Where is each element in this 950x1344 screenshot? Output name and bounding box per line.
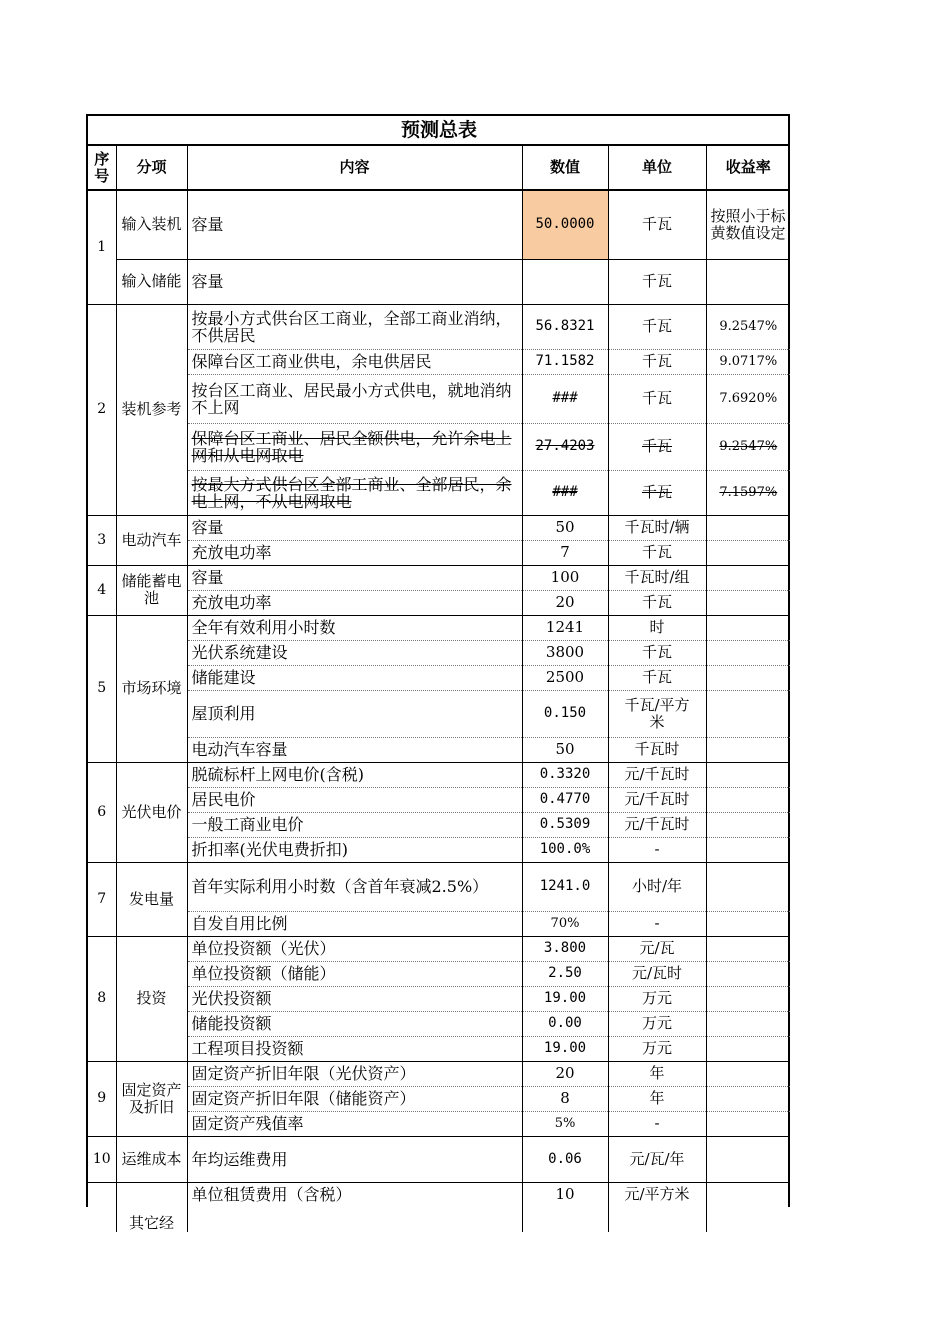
unit-cell: 年 bbox=[608, 1061, 706, 1086]
table-row bbox=[88, 665, 790, 690]
value-cell: 100.0% bbox=[522, 837, 608, 862]
value-cell: 0.150 bbox=[522, 690, 608, 737]
content-cell: 固定资产残值率 bbox=[187, 1111, 522, 1136]
value-cell: 20 bbox=[522, 590, 608, 615]
unit-cell: 千瓦 bbox=[608, 190, 706, 259]
table-row bbox=[88, 1136, 790, 1182]
seq-cell: 6 bbox=[88, 762, 116, 862]
category-cell: 固定资产及折旧 bbox=[116, 1061, 187, 1136]
value-cell: 10 bbox=[522, 1182, 608, 1207]
value-cell: 1241 bbox=[522, 615, 608, 640]
input-capacity-cell[interactable]: 50.0000 bbox=[522, 190, 608, 259]
unit-cell: 元/千瓦时 bbox=[608, 762, 706, 787]
content-cell: 储能建设 bbox=[187, 665, 522, 690]
seq-cell: 10 bbox=[88, 1136, 116, 1182]
seq-cell bbox=[88, 1182, 116, 1232]
table-row bbox=[88, 259, 790, 304]
forecast-summary-sheet bbox=[86, 114, 790, 1232]
rate-cell: 9.0717% bbox=[706, 349, 790, 374]
content-cell: 容量 bbox=[187, 515, 522, 540]
unit-cell: 千瓦 bbox=[608, 540, 706, 565]
value-cell: 71.1582 bbox=[522, 349, 608, 374]
unit-cell: - bbox=[608, 911, 706, 936]
content-cell: 单位投资额（光伏） bbox=[187, 936, 522, 961]
table-row bbox=[88, 190, 790, 259]
table-row bbox=[88, 640, 790, 665]
category-cell: 其它经 bbox=[116, 1182, 187, 1232]
seq-cell: 7 bbox=[88, 862, 116, 936]
table-row bbox=[88, 565, 790, 590]
unit-cell: 千瓦 bbox=[608, 640, 706, 665]
content-cell: 单位投资额（储能） bbox=[187, 961, 522, 986]
unit-cell: 小时/年 bbox=[608, 862, 706, 911]
unit-cell: 元/瓦时 bbox=[608, 961, 706, 986]
table-row bbox=[88, 470, 790, 515]
value-cell: 50 bbox=[522, 515, 608, 540]
content-cell: 保障台区工商业供电，余电供居民 bbox=[187, 349, 522, 374]
category-cell: 电动汽车 bbox=[116, 515, 187, 565]
content-cell: 容量 bbox=[187, 259, 522, 304]
content-cell: 储能投资额 bbox=[187, 1011, 522, 1036]
value-cell: 20 bbox=[522, 1061, 608, 1086]
category-cell: 输入储能 bbox=[116, 259, 187, 304]
value-cell: 56.8321 bbox=[522, 304, 608, 349]
content-cell: 保障台区工商业、居民全额供电，允许余电上网和从电网取电 bbox=[191, 428, 512, 465]
seq-cell: 2 bbox=[88, 304, 116, 515]
table-row bbox=[88, 615, 790, 640]
category-cell: 运维成本 bbox=[116, 1136, 187, 1182]
category-cell: 市场环境 bbox=[116, 615, 187, 762]
table-row bbox=[88, 911, 790, 936]
table-row bbox=[88, 986, 790, 1011]
forecast-table bbox=[88, 116, 790, 1232]
value-cell: 70% bbox=[522, 911, 608, 936]
unit-cell: 千瓦时/辆 bbox=[608, 515, 706, 540]
value-cell: 50 bbox=[522, 737, 608, 762]
rate-cell bbox=[706, 259, 790, 304]
seq-cell: 1 bbox=[88, 190, 116, 304]
content-cell: 固定资产折旧年限（光伏资产） bbox=[187, 1061, 522, 1086]
unit-cell: - bbox=[608, 837, 706, 862]
table-row bbox=[88, 690, 790, 737]
unit-cell: 元/千瓦时 bbox=[608, 787, 706, 812]
unit-cell: 万元 bbox=[608, 1011, 706, 1036]
storage-input-cell[interactable] bbox=[522, 259, 608, 304]
table-row bbox=[88, 1061, 790, 1086]
value-cell: 7 bbox=[522, 540, 608, 565]
unit-cell: 元/瓦 bbox=[608, 936, 706, 961]
category-cell: 储能蓄电池 bbox=[116, 565, 187, 615]
table-row bbox=[88, 374, 790, 423]
content-cell: 年均运维费用 bbox=[187, 1136, 522, 1182]
category-cell: 发电量 bbox=[116, 862, 187, 936]
unit-cell: 千瓦 bbox=[608, 349, 706, 374]
value-cell: 8 bbox=[522, 1086, 608, 1111]
unit-cell: 千瓦 bbox=[608, 665, 706, 690]
content-cell: 电动汽车容量 bbox=[187, 737, 522, 762]
value-cell: 3.800 bbox=[522, 936, 608, 961]
unit-cell: 千瓦/平方米 bbox=[608, 690, 706, 737]
content-cell: 居民电价 bbox=[187, 787, 522, 812]
unit-cell: 千瓦时 bbox=[608, 737, 706, 762]
value-cell: 2.50 bbox=[522, 961, 608, 986]
content-cell: 脱硫标杆上网电价(含税) bbox=[187, 762, 522, 787]
header-value: 数值 bbox=[522, 145, 608, 190]
table-row bbox=[88, 812, 790, 837]
value-cell: ### bbox=[552, 484, 578, 500]
table-row bbox=[88, 862, 790, 911]
table-row bbox=[88, 515, 790, 540]
table-row bbox=[88, 423, 790, 470]
value-cell: 19.00 bbox=[522, 1036, 608, 1061]
header-unit: 单位 bbox=[608, 145, 706, 190]
table-row bbox=[88, 787, 790, 812]
unit-cell: - bbox=[608, 1111, 706, 1136]
value-cell: 0.3320 bbox=[522, 762, 608, 787]
value-cell: 19.00 bbox=[522, 986, 608, 1011]
value-cell: 0.5309 bbox=[522, 812, 608, 837]
table-row bbox=[88, 349, 790, 374]
value-cell: 5% bbox=[522, 1111, 608, 1136]
unit-cell: 年 bbox=[608, 1086, 706, 1111]
content-cell: 容量 bbox=[187, 565, 522, 590]
table-row bbox=[88, 936, 790, 961]
unit-cell: 千瓦时/组 bbox=[608, 565, 706, 590]
content-cell: 固定资产折旧年限（储能资产） bbox=[187, 1086, 522, 1111]
value-cell: 27.4203 bbox=[535, 438, 595, 454]
content-cell: 光伏系统建设 bbox=[187, 640, 522, 665]
content-cell: 按最小方式供台区工商业，全部工商业消纳，不供居民 bbox=[187, 304, 522, 349]
value-cell: ### bbox=[522, 374, 608, 423]
content-cell: 单位租赁费用（含税） bbox=[187, 1182, 522, 1207]
content-cell: 自发自用比例 bbox=[187, 911, 522, 936]
table-row bbox=[88, 1036, 790, 1061]
seq-cell: 9 bbox=[88, 1061, 116, 1136]
header-rate: 收益率 bbox=[706, 145, 790, 190]
content-cell: 一般工商业电价 bbox=[187, 812, 522, 837]
unit-cell: 千瓦 bbox=[608, 304, 706, 349]
table-row bbox=[88, 540, 790, 565]
unit-cell: 千瓦 bbox=[608, 590, 706, 615]
category-cell: 光伏电价 bbox=[116, 762, 187, 862]
header-category: 分项 bbox=[116, 145, 187, 190]
unit-cell: 元/千瓦时 bbox=[608, 812, 706, 837]
rate-cell: 按照小于标黄数值设定 bbox=[706, 190, 790, 259]
seq-cell: 5 bbox=[88, 615, 116, 762]
table-row bbox=[88, 737, 790, 762]
unit-cell: 千瓦 bbox=[641, 437, 672, 455]
rate-cell: 7.6920% bbox=[706, 374, 790, 423]
table-row bbox=[88, 837, 790, 862]
value-cell: 3800 bbox=[522, 640, 608, 665]
content-cell: 按台区工商业、居民最小方式供电，就地消纳不上网 bbox=[187, 374, 522, 423]
table-row bbox=[88, 590, 790, 615]
unit-cell: 元/瓦/年 bbox=[608, 1136, 706, 1182]
rate-cell: 9.2547% bbox=[706, 304, 790, 349]
seq-cell: 4 bbox=[88, 565, 116, 615]
unit-cell: 万元 bbox=[608, 1036, 706, 1061]
header-seq: 序号 bbox=[88, 145, 116, 190]
value-cell: 0.06 bbox=[522, 1136, 608, 1182]
content-cell: 按最大方式供台区全部工商业、全部居民，余电上网，不从电网取电 bbox=[191, 474, 512, 511]
rate-cell: 9.2547% bbox=[719, 439, 778, 454]
content-cell: 充放电功率 bbox=[187, 540, 522, 565]
table-row bbox=[88, 961, 790, 986]
value-cell: 2500 bbox=[522, 665, 608, 690]
content-cell: 光伏投资额 bbox=[187, 986, 522, 1011]
table-row bbox=[88, 1182, 790, 1207]
unit-cell: 千瓦 bbox=[608, 259, 706, 304]
category-cell: 输入装机 bbox=[116, 190, 187, 259]
header-content: 内容 bbox=[187, 145, 522, 190]
table-row bbox=[88, 1011, 790, 1036]
table-title: 预测总表 bbox=[88, 116, 790, 145]
content-cell: 屋顶利用 bbox=[187, 690, 522, 737]
category-cell: 投资 bbox=[116, 936, 187, 1061]
table-row bbox=[88, 762, 790, 787]
unit-cell: 千瓦 bbox=[641, 483, 672, 501]
rate-cell: 7.1597% bbox=[719, 485, 778, 500]
seq-cell: 8 bbox=[88, 936, 116, 1061]
value-cell: 1241.0 bbox=[522, 862, 608, 911]
content-cell: 折扣率(光伏电费折扣) bbox=[187, 837, 522, 862]
unit-cell: 千瓦 bbox=[608, 374, 706, 423]
value-cell: 0.4770 bbox=[522, 787, 608, 812]
category-cell: 装机参考 bbox=[116, 304, 187, 515]
content-cell: 工程项目投资额 bbox=[187, 1036, 522, 1061]
seq-cell: 3 bbox=[88, 515, 116, 565]
unit-cell: 元/平方米 bbox=[608, 1182, 706, 1207]
table-row bbox=[88, 1086, 790, 1111]
value-cell: 0.00 bbox=[522, 1011, 608, 1036]
content-cell: 容量 bbox=[187, 190, 522, 259]
table-row bbox=[88, 304, 790, 349]
value-cell: 100 bbox=[522, 565, 608, 590]
content-cell: 首年实际利用小时数（含首年衰减2.5%） bbox=[187, 862, 522, 911]
unit-cell: 万元 bbox=[608, 986, 706, 1011]
table-row bbox=[88, 1111, 790, 1136]
content-cell: 充放电功率 bbox=[187, 590, 522, 615]
content-cell: 全年有效利用小时数 bbox=[187, 615, 522, 640]
unit-cell: 时 bbox=[608, 615, 706, 640]
